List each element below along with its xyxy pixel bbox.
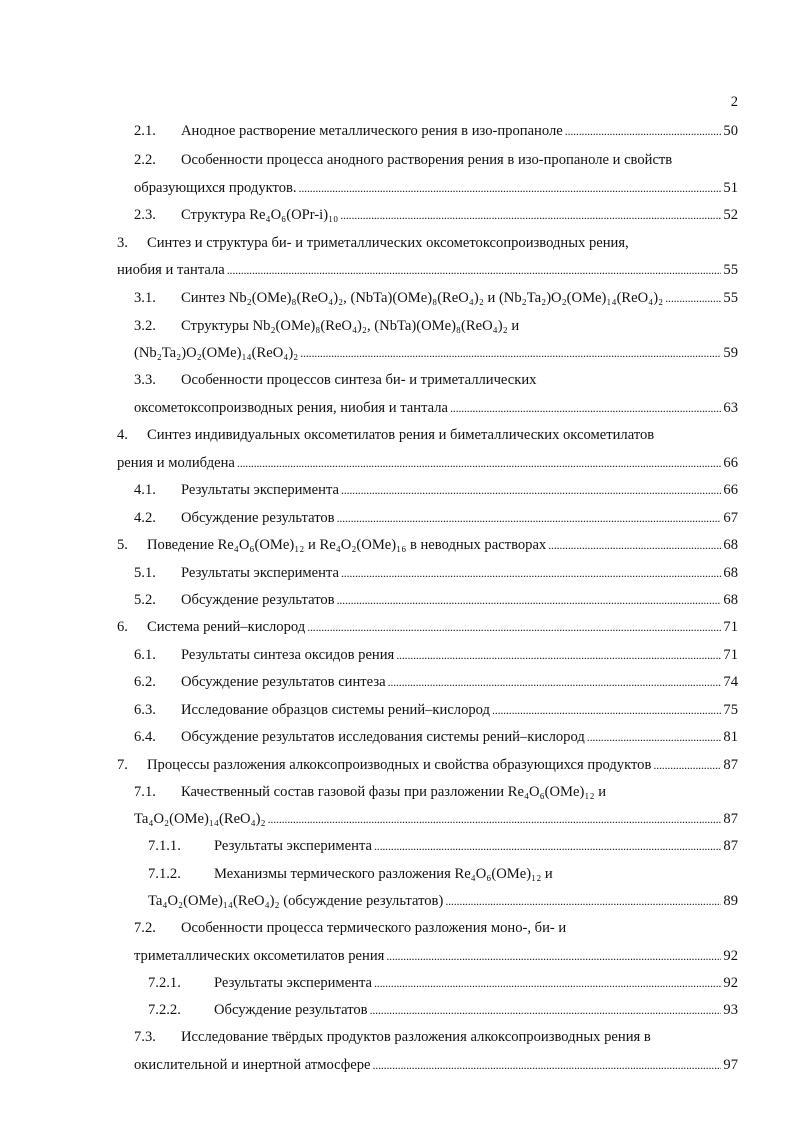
toc-entry	[0, 508, 793, 528]
toc-entry-continuation	[0, 453, 793, 473]
toc-entry	[0, 150, 793, 170]
toc-entry	[0, 535, 793, 555]
toc-entry-number: 2.2.	[134, 152, 156, 168]
toc-leader-dots	[307, 617, 721, 637]
toc-entry-title: Система рений–кислород	[147, 619, 306, 635]
toc-entry	[0, 425, 793, 445]
toc-entry-title: Структуры Nb₂(OMe)₈(ReO₄)₂, (NbTa)(OMe)₈(ReO₄)₂ и	[181, 318, 520, 334]
toc-entry-title: образующихся продуктов.	[134, 180, 297, 196]
toc-entry	[0, 370, 793, 390]
toc-entry-title: Результаты синтеза оксидов рения	[181, 647, 395, 663]
toc-entry-title: Синтез и структура би- и триметаллических оксометоксопроизводных рения,	[147, 235, 629, 251]
toc-entry-number: 4.1.	[134, 482, 156, 498]
toc-entry	[0, 205, 793, 225]
toc-leader-dots	[374, 973, 721, 993]
toc-entry-title: Обсуждение результатов	[181, 592, 335, 608]
toc-entry-number: 2.3.	[134, 207, 156, 223]
toc-entry	[0, 700, 793, 720]
toc-entry	[0, 1027, 793, 1047]
toc-leader-dots	[565, 121, 722, 141]
toc-leader-dots	[374, 836, 721, 856]
toc-leader-dots	[653, 755, 721, 775]
toc-entry-title: Поведение Re₄O₆(OMe)₁₂ и Re₄O₂(OMe)₁₆ в неводных растворах	[147, 537, 547, 553]
toc-leader-dots	[268, 809, 722, 829]
toc-entry-number: 3.2.	[134, 318, 156, 334]
toc-entry-page: 75	[723, 702, 738, 718]
toc-entry-page: 74	[723, 674, 738, 690]
toc-entry-number: 5.	[117, 537, 128, 553]
toc-entry-page: 97	[723, 1057, 738, 1073]
toc-entry	[0, 617, 793, 637]
toc-entry-number: 3.	[117, 235, 128, 251]
toc-entry-title: Результаты эксперимента	[181, 565, 339, 581]
toc-entry	[0, 727, 793, 747]
toc-leader-dots	[237, 453, 722, 473]
toc-entry-title: Исследование твёрдых продуктов разложения алкоксопроизводных рения в	[181, 1029, 651, 1045]
toc-entry-number: 6.1.	[134, 647, 156, 663]
toc-leader-dots	[445, 891, 721, 911]
toc-entry-number: 7.3.	[134, 1029, 156, 1045]
toc-entry-number: 6.3.	[134, 702, 156, 718]
toc-entry-title: Обсуждение результатов синтеза	[181, 674, 386, 690]
toc-entry-number: 7.2.	[134, 920, 156, 936]
toc-entry-continuation	[0, 260, 793, 280]
toc-entry-page: 66	[723, 455, 738, 471]
toc-entry-number: 6.	[117, 619, 128, 635]
toc-leader-dots	[370, 1000, 722, 1020]
toc-leader-dots	[299, 178, 722, 198]
toc-entry	[0, 918, 793, 938]
toc-entry-title: Особенности процесса анодного растворения рения в изо-пропаноле и свойств	[181, 152, 673, 168]
toc-entry-page: 71	[723, 647, 738, 663]
toc-leader-dots	[337, 508, 722, 528]
toc-entry	[0, 1000, 793, 1020]
toc-leader-dots	[587, 727, 722, 747]
toc-entry-number: 6.2.	[134, 674, 156, 690]
toc-entry-page: 87	[723, 811, 738, 827]
toc-entry	[0, 563, 793, 583]
toc-entry-number: 5.1.	[134, 565, 156, 581]
toc-entry-title: рения и молибдена	[117, 455, 235, 471]
toc-entry-number: 3.1.	[134, 290, 156, 306]
toc-entry-page: 68	[723, 592, 738, 608]
toc-entry-title: окислительной и инертной атмосфере	[134, 1057, 371, 1073]
toc-entry-number: 7.1.	[134, 784, 156, 800]
toc-entry-page: 67	[723, 510, 738, 526]
toc-entry-title: Результаты эксперимента	[214, 975, 372, 991]
toc-leader-dots	[227, 260, 722, 280]
toc-entry-page: 68	[723, 537, 738, 553]
toc-entry-title: триметаллических оксометилатов рения	[134, 948, 385, 964]
toc-leader-dots	[492, 700, 721, 720]
toc-entry-title: (Nb₂Ta₂)O₂(OMe)₁₄(ReO₄)₂	[134, 345, 299, 361]
toc-entry	[0, 121, 793, 141]
toc-entry	[0, 480, 793, 500]
toc-entry-continuation	[0, 891, 793, 911]
toc-entry-title: Качественный состав газовой фазы при разложении Re₄O₆(OMe)₁₂ и	[181, 784, 606, 800]
toc-entry-title: Ta₄O₂(OMe)₁₄(ReO₄)₂	[134, 811, 266, 827]
toc-entry-page: 63	[723, 400, 738, 416]
toc-leader-dots	[450, 398, 721, 418]
toc-entry	[0, 782, 793, 802]
toc-leader-dots	[341, 480, 721, 500]
toc-entry-title: Результаты эксперимента	[181, 482, 339, 498]
toc-leader-dots	[665, 288, 721, 308]
toc-leader-dots	[548, 535, 721, 555]
toc-entry-number: 4.2.	[134, 510, 156, 526]
toc-entry-page: 92	[723, 948, 738, 964]
toc-entry-page: 87	[723, 838, 738, 854]
toc-entry-page: 89	[723, 893, 738, 909]
toc-leader-dots	[337, 590, 722, 610]
toc-entry-title: Исследование образцов системы рений–кислород	[181, 702, 490, 718]
toc-entry-number: 7.1.2.	[148, 866, 181, 882]
toc-entry	[0, 316, 793, 336]
toc-entry-continuation	[0, 343, 793, 363]
toc-entry	[0, 672, 793, 692]
toc-entry	[0, 645, 793, 665]
toc-entry	[0, 233, 793, 253]
toc-entry-continuation	[0, 809, 793, 829]
toc-entry-title: Особенности процесса термического разложения моно-, би- и	[181, 920, 567, 936]
toc-entry-title: Синтез Nb₂(OMe)₈(ReO₄)₂, (NbTa)(OMe)₈(ReO₄)₂ и (Nb₂Ta₂)O₂(OMe)₁₄(ReO₄)₂	[181, 290, 664, 306]
toc-entry-page: 50	[723, 123, 738, 139]
toc-entry-page: 68	[723, 565, 738, 581]
toc-entry	[0, 836, 793, 856]
toc-entry-continuation	[0, 946, 793, 966]
toc-entry-page: 71	[723, 619, 738, 635]
toc-leader-dots	[300, 343, 721, 363]
toc-entry-title: Особенности процессов синтеза би- и триметаллических	[181, 372, 537, 388]
toc-entry-title: Результаты эксперимента	[214, 838, 372, 854]
toc-entry-number: 5.2.	[134, 592, 156, 608]
toc-entry-title: Обсуждение результатов исследования системы рений–кислород	[181, 729, 585, 745]
toc-entry-page: 59	[723, 345, 738, 361]
toc-entry-title: оксометоксопроизводных рения, ниобия и тантала	[134, 400, 448, 416]
toc-leader-dots	[341, 563, 721, 583]
toc-leader-dots	[386, 946, 721, 966]
toc-entry-page: 87	[723, 757, 738, 773]
toc-entry-continuation	[0, 398, 793, 418]
toc-entry	[0, 590, 793, 610]
toc-entry-title: Обсуждение результатов	[214, 1002, 368, 1018]
toc-entry-page: 66	[723, 482, 738, 498]
toc-entry-page: 81	[723, 729, 738, 745]
toc-leader-dots	[340, 205, 721, 225]
toc-entry-number: 7.2.1.	[148, 975, 181, 991]
toc-entry-title: Анодное растворение металлического рения в изо-пропаноле	[181, 123, 563, 139]
toc-entry-title: Механизмы термического разложения Re₄O₆(OMe)₁₂ и	[214, 866, 553, 882]
toc-entry-title: ниобия и тантала	[117, 262, 225, 278]
toc-entry-title: Процессы разложения алкоксопроизводных и свойства образующихся продуктов	[147, 757, 652, 773]
page-number: 2	[730, 94, 738, 110]
toc-entry	[0, 973, 793, 993]
toc-entry-title: Обсуждение результатов	[181, 510, 335, 526]
toc-entry-title: Структура Re₄O₆(OPr-i)₁₀	[181, 207, 339, 223]
toc-entry-number: 7.1.1.	[148, 838, 181, 854]
toc-entry-number: 7.	[117, 757, 128, 773]
toc-entry-page: 92	[723, 975, 738, 991]
toc-leader-dots	[372, 1055, 721, 1075]
toc-entry	[0, 755, 793, 775]
toc-entry-number: 6.4.	[134, 729, 156, 745]
toc-leader-dots	[388, 672, 722, 692]
toc-entry-page: 55	[723, 290, 738, 306]
toc-entry	[0, 288, 793, 308]
toc-leader-dots	[396, 645, 721, 665]
toc-entry-page: 51	[723, 180, 738, 196]
toc-entry	[0, 864, 793, 884]
toc-entry-continuation	[0, 178, 793, 198]
toc-entry-continuation	[0, 1055, 793, 1075]
toc-entry-page: 93	[723, 1002, 738, 1018]
toc-entry-number: 4.	[117, 427, 128, 443]
toc-entry-page: 52	[723, 207, 738, 223]
toc-entry-title: Синтез индивидуальных оксометилатов рения и биметаллических оксометилатов	[147, 427, 655, 443]
toc-entry-page: 55	[723, 262, 738, 278]
toc-entry-number: 7.2.2.	[148, 1002, 181, 1018]
toc-entry-number: 3.3.	[134, 372, 156, 388]
toc-entry-number: 2.1.	[134, 123, 156, 139]
toc-entry-title: Ta₄O₂(OMe)₁₄(ReO₄)₂ (обсуждение результатов)	[148, 893, 444, 909]
